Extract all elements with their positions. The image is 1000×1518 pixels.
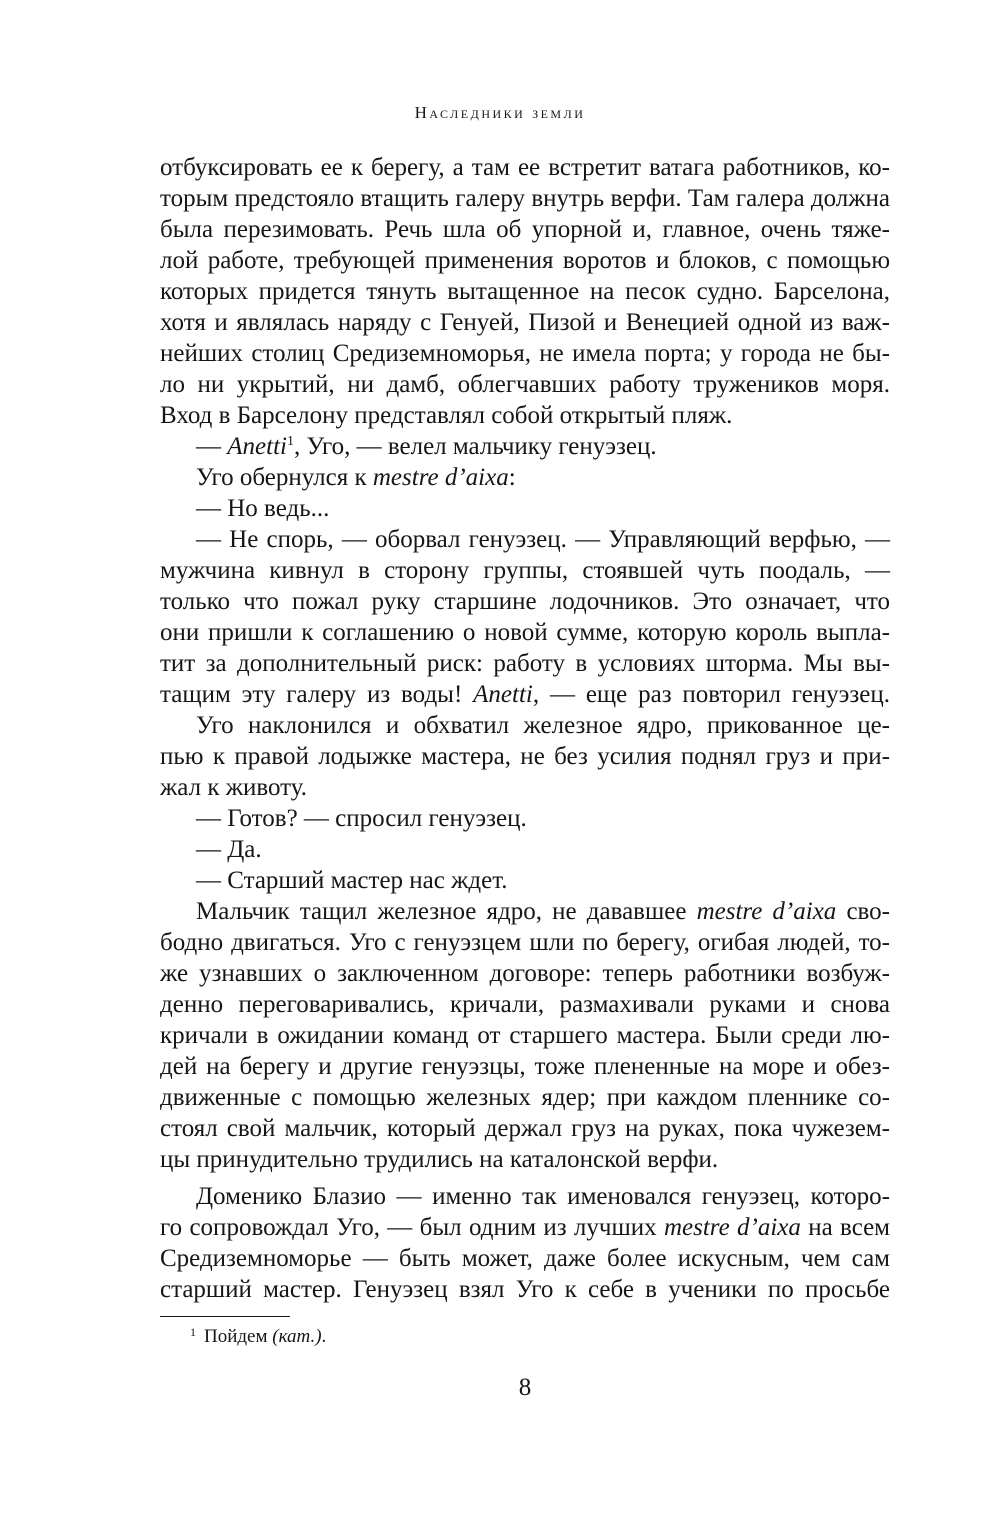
line-text: кричали в ожидании команд от старшего мастера. Были среди лю- — [160, 1022, 890, 1049]
text-line — [160, 1181, 890, 1212]
line-text: Мальчик тащил железное ядро, не дававшее — [196, 898, 697, 925]
line-text: тит за дополнительный риск: работу в условиях шторма. Мы вы- — [160, 650, 890, 677]
line-text: — — [196, 433, 228, 460]
line-text: сво- — [836, 898, 890, 925]
line-text: хотя и являлась наряду с Генуей, Пизой и Венецией одной из важ- — [160, 309, 890, 336]
text-line — [160, 648, 890, 679]
footnote-note: (кат.) — [272, 1326, 322, 1347]
italic-term: mestre d’aixa — [663, 1214, 801, 1241]
text-line — [160, 1051, 890, 1082]
text-line — [160, 989, 890, 1020]
line-text: торым предстояло втащить галеру внутрь верфи. Там галера должна — [160, 185, 890, 212]
text-line — [160, 214, 890, 245]
text-line — [160, 710, 890, 741]
line-text: — Не спорь, — оборвал генуэзец. — Управляющий верфью, — — [196, 526, 890, 553]
line-text: , Уго, — велел мальчику генуэзец. — [293, 433, 657, 460]
line-text: движенные с помощью железных ядер; при каждом пленнике со- — [160, 1084, 890, 1111]
text-line — [160, 152, 890, 183]
text-line — [160, 1144, 890, 1175]
line-text: нейших столиц Средиземноморья, не имела порта; у города не бы- — [160, 340, 890, 367]
italic-term: Anetti — [227, 433, 287, 460]
line-text: тащим эту галеру из воды! — [160, 681, 474, 708]
text-line — [160, 1082, 890, 1113]
text-line — [160, 245, 890, 276]
line-text: — Старший мастер нас ждет. — [196, 867, 508, 894]
text-line — [160, 276, 890, 307]
footnote-tail: . — [321, 1326, 327, 1347]
line-text: Уго обернулся к — [196, 464, 373, 491]
running-head: Наследники земли — [414, 103, 586, 122]
line-text: которых придется тянуть вытащенное на песок судно. Барселона, — [160, 278, 890, 305]
line-text: же узнавших о заключенном договоре: теперь работники возбуж- — [160, 960, 890, 987]
line-text: мужчина кивнул в сторону группы, стоявшей чуть поодаль, — — [160, 557, 890, 584]
text-line — [160, 586, 890, 617]
text-line — [160, 927, 890, 958]
line-text: Средиземноморье — быть может, даже более искусным, чем сам — [160, 1245, 890, 1272]
footnote-text: Пойдем — [204, 1326, 273, 1347]
text-line — [160, 896, 890, 927]
line-text: , — еще раз повторил генуэзец. — [532, 681, 890, 708]
text-line — [160, 865, 890, 896]
line-text: стоял свой мальчик, который держал груз на руках, пока чужезем- — [160, 1115, 890, 1142]
line-text: — Но ведь... — [196, 495, 330, 522]
text-line — [160, 1212, 890, 1243]
line-text: жал к животу. — [160, 774, 308, 801]
line-text: только что пожал руку старшине лодочников. Это означает, что — [160, 588, 890, 615]
page-number: 8 — [518, 1374, 532, 1401]
text-line — [160, 431, 890, 462]
text-line — [160, 772, 890, 803]
line-text: денно переговаривались, кричали, размахивали руками и снова — [160, 991, 890, 1018]
line-text: : — [508, 464, 516, 491]
italic-term: mestre d’aixa — [372, 464, 509, 491]
text-line — [160, 307, 890, 338]
line-text: Уго наклонился и обхватил железное ядро, прикованное це- — [196, 712, 890, 739]
text-line — [160, 1274, 890, 1305]
text-line — [160, 679, 890, 710]
line-text: пью к правой лодыжке мастера, не без усилия поднял груз и при- — [160, 743, 890, 770]
line-text: они пришли к соглашению о новой сумме, которую король выпла- — [160, 619, 890, 646]
text-line — [160, 183, 890, 214]
line-text: — Да. — [196, 836, 262, 863]
footnote — [190, 1325, 326, 1349]
body-text — [160, 152, 890, 1305]
footnote-rule — [160, 1316, 290, 1317]
text-line — [160, 741, 890, 772]
footnote-reference: 1 — [286, 434, 294, 449]
line-text: лой работе, требующей применения воротов и блоков, с помощью — [160, 247, 890, 274]
text-line — [160, 555, 890, 586]
text-line — [160, 524, 890, 555]
line-text: цы принудительно трудились на каталонской верфи. — [160, 1146, 719, 1173]
footnote-marker: 1 — [190, 1325, 196, 1339]
line-text: Вход в Барселону представлял собой открытый пляж. — [160, 402, 733, 429]
text-line — [160, 1020, 890, 1051]
text-line — [160, 338, 890, 369]
line-text: дей на берегу и другие генуэзцы, тоже плененные на море и обез- — [160, 1053, 890, 1080]
line-text: была перезимовать. Речь шла об упорной и, главное, очень тяже- — [160, 216, 890, 243]
text-line — [160, 617, 890, 648]
text-line — [160, 1113, 890, 1144]
line-text: го сопровождал Уго, — был одним из лучших — [160, 1214, 664, 1241]
text-line — [160, 958, 890, 989]
text-line — [160, 1243, 890, 1274]
line-text: на всем — [800, 1214, 891, 1241]
text-line — [160, 400, 890, 431]
italic-term: mestre d’aixa — [696, 898, 837, 925]
text-line — [160, 834, 890, 865]
line-text: ло ни укрытий, ни дамб, облегчавших работу тружеников моря. — [160, 371, 890, 398]
text-line — [160, 462, 890, 493]
text-line — [160, 493, 890, 524]
line-text: отбуксировать ее к берегу, а там ее встретит ватага работников, ко- — [160, 154, 890, 181]
italic-term: Anetti — [473, 681, 533, 708]
line-text: старший мастер. Генуэзец взял Уго к себе в ученики по просьбе — [160, 1276, 890, 1303]
text-line — [160, 369, 890, 400]
line-text: Доменико Блазио — именно так именовался генуэзец, которо- — [196, 1183, 890, 1210]
line-text: бодно двигаться. Уго с генуэзцем шли по берегу, огибая людей, то- — [160, 929, 890, 956]
line-text: — Готов? — спросил генуэзец. — [196, 805, 527, 832]
text-line — [160, 803, 890, 834]
